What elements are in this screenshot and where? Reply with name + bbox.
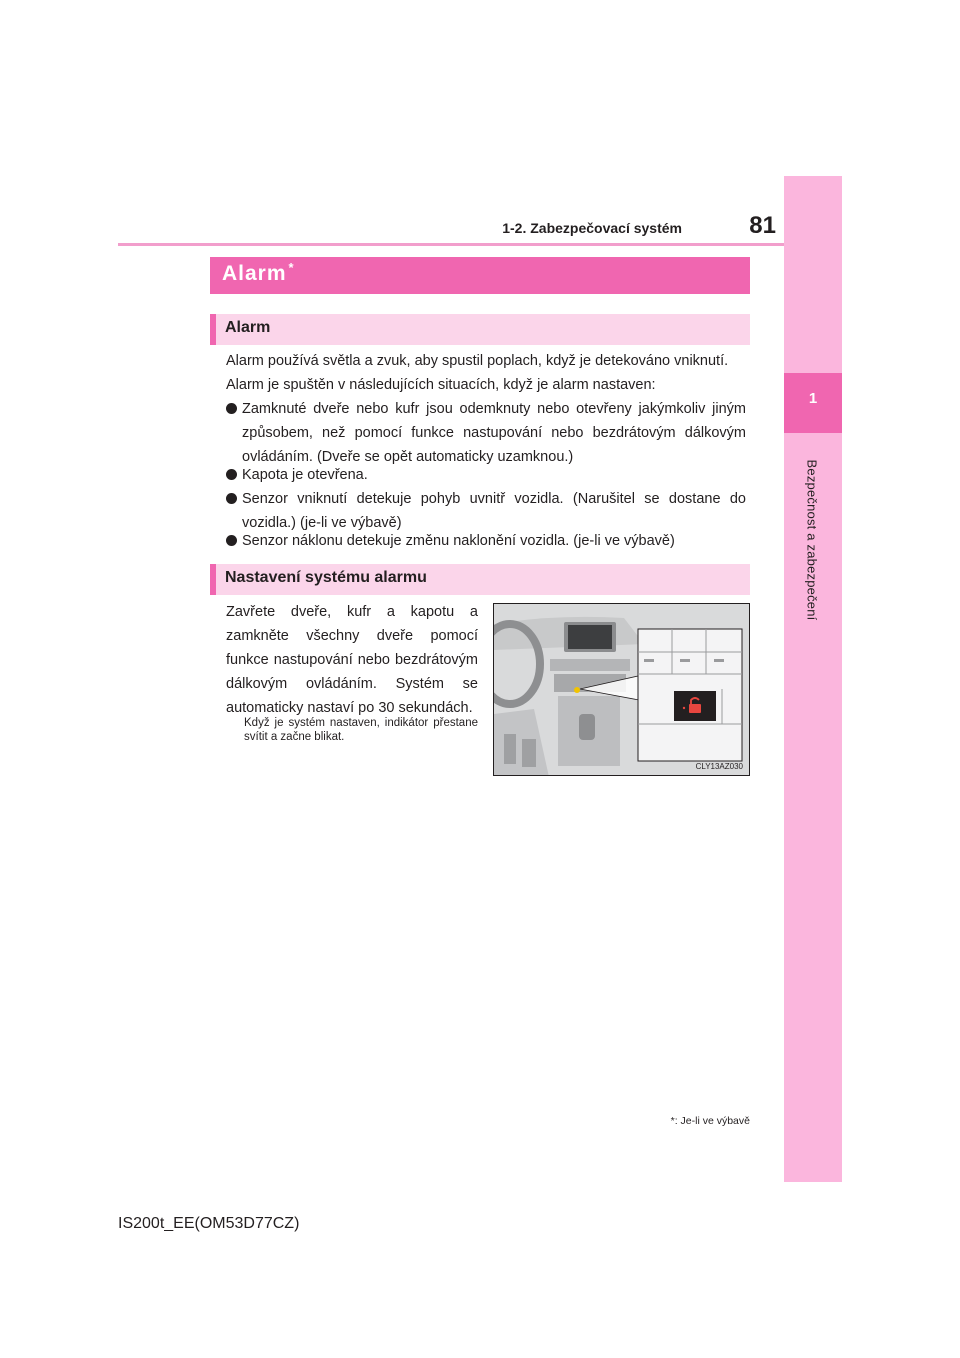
bullet-dot [226, 463, 242, 488]
section-alarm-bar [210, 314, 750, 345]
setup-note: Když je systém nastaven, indikátor přestane svítit a začne blikat. [244, 717, 478, 743]
dashboard-illustration [493, 603, 750, 776]
bullet-dot [226, 397, 242, 469]
side-tab-strip [784, 176, 842, 1182]
bullet-dot [226, 487, 242, 535]
figure-code: CLY13AZ030 [695, 762, 743, 771]
section-header: 1-2. Zabezpečovací systém [502, 220, 682, 236]
bullet-dot [226, 529, 242, 554]
alarm-bullet-text: Zamknuté dveře nebo kufr jsou odemknuty nebo otevřeny jakýmkoliv jiným způsobem, než pomocí funkce nastupování nebo bezdrátovým dálkovým ovládáním. (Dveře se opět automaticky uzamknou.) [242, 401, 746, 465]
alarm-intro-2: Alarm je spuštěn v následujících situacích, když je alarm nastaven: [226, 377, 656, 393]
page-number: 81 [749, 212, 776, 239]
alarm-bullet [226, 463, 746, 488]
chapter-title: Bezpečnost a zabezpečení [804, 459, 820, 621]
chapter-number: 1 [808, 390, 818, 407]
header-rule [118, 243, 784, 246]
alarm-bullet [226, 487, 746, 535]
section-alarm-accent [210, 314, 216, 345]
page-title [222, 260, 295, 286]
alarm-bullet [226, 397, 746, 469]
alarm-bullet-text: Senzor náklonu detekuje změnu naklonění vozidla. (je-li ve výbavě) [242, 533, 675, 549]
alarm-intro-1: Alarm používá světla a zvuk, aby spustil poplach, když je detekováno vniknutí. [226, 353, 729, 369]
section-setup-heading: Nastavení systému alarmu [225, 569, 427, 586]
alarm-bullet-text: Senzor vniknutí detekuje pohyb uvnitř vozidla. (Narušitel se dostane do vozidla.) (je-li ve výbavě) [242, 491, 746, 531]
footnote: *: Je-li ve výbavě [670, 1115, 750, 1127]
alarm-bullet-text: Kapota je otevřena. [242, 467, 368, 483]
section-setup-accent [210, 564, 216, 595]
dashboard-illustration-svg [494, 604, 750, 776]
footer-model: IS200t_EE(OM53D77CZ) [118, 1215, 300, 1232]
page-title-marker: * [288, 260, 295, 275]
section-alarm-heading: Alarm [225, 319, 271, 336]
setup-body: Zavřete dveře, kufr a kapotu a zamkněte všechny dveře pomocí funkce nastupování nebo bezdrátovým dálkovým ovládáním. Systém se automaticky nastaví po 30 sekundách. [226, 604, 478, 716]
page-title-text: Alarm [222, 262, 287, 285]
alarm-bullet [226, 529, 746, 554]
